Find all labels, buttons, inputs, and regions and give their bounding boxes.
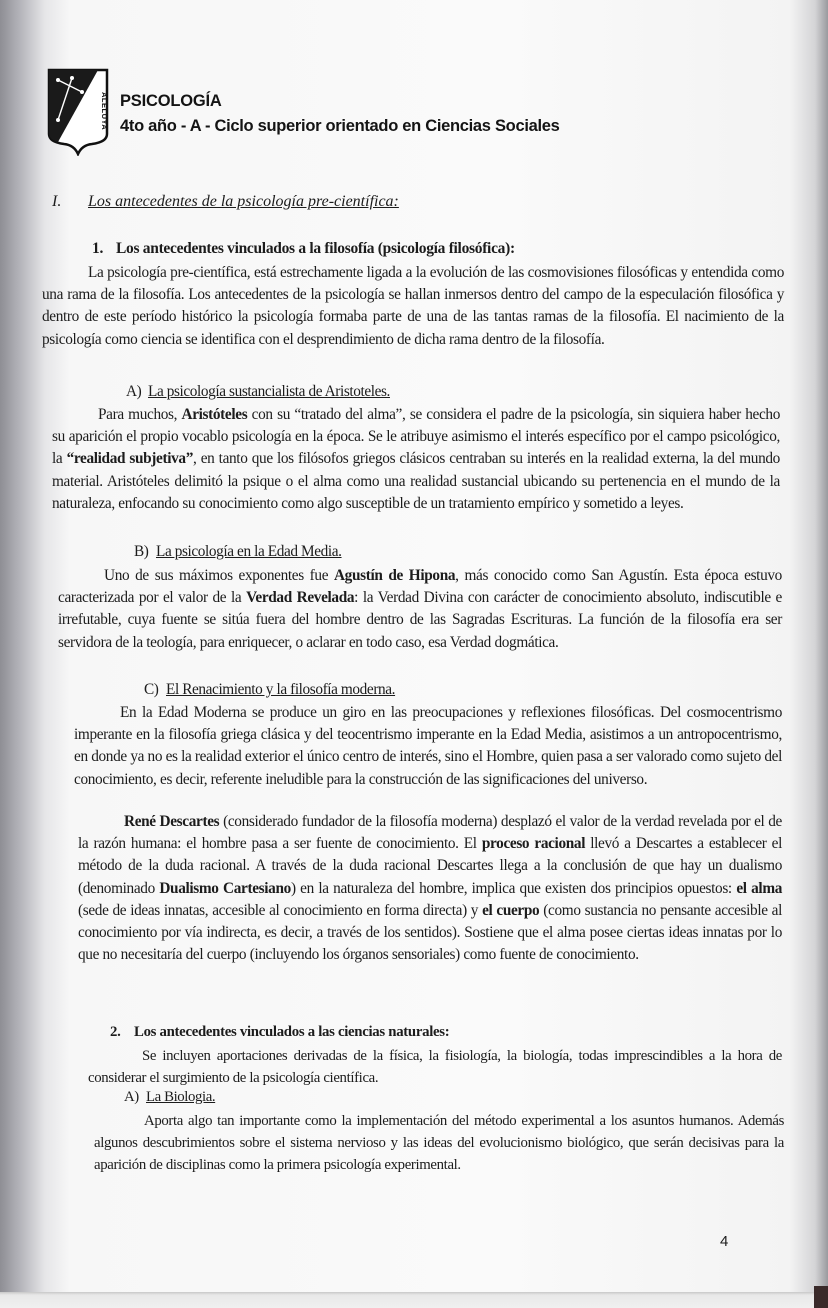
descartes-paragraph: René Descartes (considerado fundador de la filosofía moderna) desplazó el valor de la verdad revelada por el de la razón humana: el hombre pasa a ser fuente de conocimiento. El proceso racional llevó a Descartes a establecer el método de la duda racional. A través de la duda racional Descartes llega a la conclusión de que hay un dualismo (denominado Dualismo Cartesiano) en la naturaleza del hombre, implica que existen dos principios opuestos: el alma (sede de ideas innatas, accesible al conocimiento en forma directa) y el cuerpo (como sustancia no pensante accesible al conocimiento por vía indirecta, es decir, a través de los sentidos). Sostiene que el alma posee ciertas ideas innatas por lo que no necesitaría del cuerpo (incluyendo los órganos sensoriales) como fuente de conocimiento. [78,813,783,964]
renacimiento-paragraph: En la Edad Moderna se produce un giro en las preocupaciones y reflexiones filosóficas. Del cosmocentrismo imperante en la filosofía griega clásica y del teocentrismo imperante en la Edad Media, asistimos a un antropocentrismo, en donde ya no es la realidad exterior el único centro de interés, sino el Hombre, quien pasa a ser valorado como sujeto del conocimiento, es decir, referente ineludible para la construcción de las significaciones del universo. [74,704,783,788]
school-shield-logo [46,68,110,156]
section-heading [52,193,399,211]
item-heading-renacimiento: C) El Renacimiento y la filosofía moderna. [144,681,396,698]
biologia-paragraph: Aporta algo tan importante como la implementación del método experimental a los asuntos humanos. Además algunos descubrimientos sobre el sistema nervioso y las ideas del evolucionismo biológico, que serán decisivas para la aparición de disciplinas como la primera psicología experimental. [94,1113,784,1174]
page-bottom-edge [0,1292,828,1308]
item-heading-aristoteles: A) La psicología sustancialista de Aristoteles. [126,383,390,400]
subject-title: PSICOLOGÍA [120,92,222,110]
part2-title: Los antecedentes vinculados a las ciencias naturales: [134,1024,450,1040]
part2-number: 2. [110,1024,121,1040]
part1-title: Los antecedentes vinculados a la filosofía (psicología filosófica): [116,240,515,257]
part1-heading [92,240,515,258]
part1-intro-paragraph: La psicología pre-científica, está estrechamente ligada a la evolución de las cosmovisiones filosóficas y entendida como una rama de la filosofía. Los antecedentes de la psicología se hallan inmersos dentro del campo de la especulación filosófica y dentro de este período histórico la psicología formaba parte de una de las tantas ramas de la filosofía. El nacimiento de la psicología como ciencia se identifica con el desprendimiento de dicha rama dentro de la filosofía. [42,264,784,348]
section-title: Los antecedentes de la psicología pre-científica: [88,193,399,210]
edad-media-paragraph: Uno de sus máximos exponentes fue Agustín de Hipona, más conocido como San Agustín. Esta época estuvo caracterizada por el valor de la Verdad Revelada: la Verdad Divina con carácter de conocimiento absoluto, indiscutible e irrefutable, cuya fuente se sitúa fuera del hombre dentro de las Sagradas Escrituras. La función de la filosofía era ser servidora de la teología, para enriquecer, o aclarar en todo caso, esa Verdad dogmática. [58,567,782,651]
page-number: 4 [720,1233,729,1250]
item-heading-biologia: A) La Biologia. [124,1089,216,1105]
part2-intro-paragraph: Se incluyen aportaciones derivadas de la física, la fisiología, la biología, todas imprescindibles a la hora de considerar el surgimiento de la psicología científica. [88,1048,782,1087]
logo-text: ALELUYA [100,92,109,131]
aristoteles-paragraph: Para muchos, Aristóteles con su “tratado del alma”, se considera el padre de la psicología, sin siquiera haber hecho su aparición el propio vocablo psicología en la época. Se le atribuye asimismo el interés específico por el campo psicológico, la “realidad subjetiva”, en tanto que los filósofos griegos clásicos centraban su interés en la realidad externa, la del mundo material. Aristóteles delimitó la psique o el alma como una realidad sustancial ubicando su pertenencia en el mundo de la naturaleza, enfocando su conocimiento como algo susceptible de un tratamiento empírico y sometido a leyes. [52,406,780,512]
section-number: I. [52,193,62,210]
part2-heading [110,1024,449,1041]
course-subtitle: 4to año - A - Ciclo superior orientado en Ciencias Sociales [120,117,560,135]
part1-number: 1. [92,240,104,257]
page-corner-shadow [814,1286,828,1308]
item-heading-edad-media: B) La psicología en la Edad Media. [134,543,342,560]
